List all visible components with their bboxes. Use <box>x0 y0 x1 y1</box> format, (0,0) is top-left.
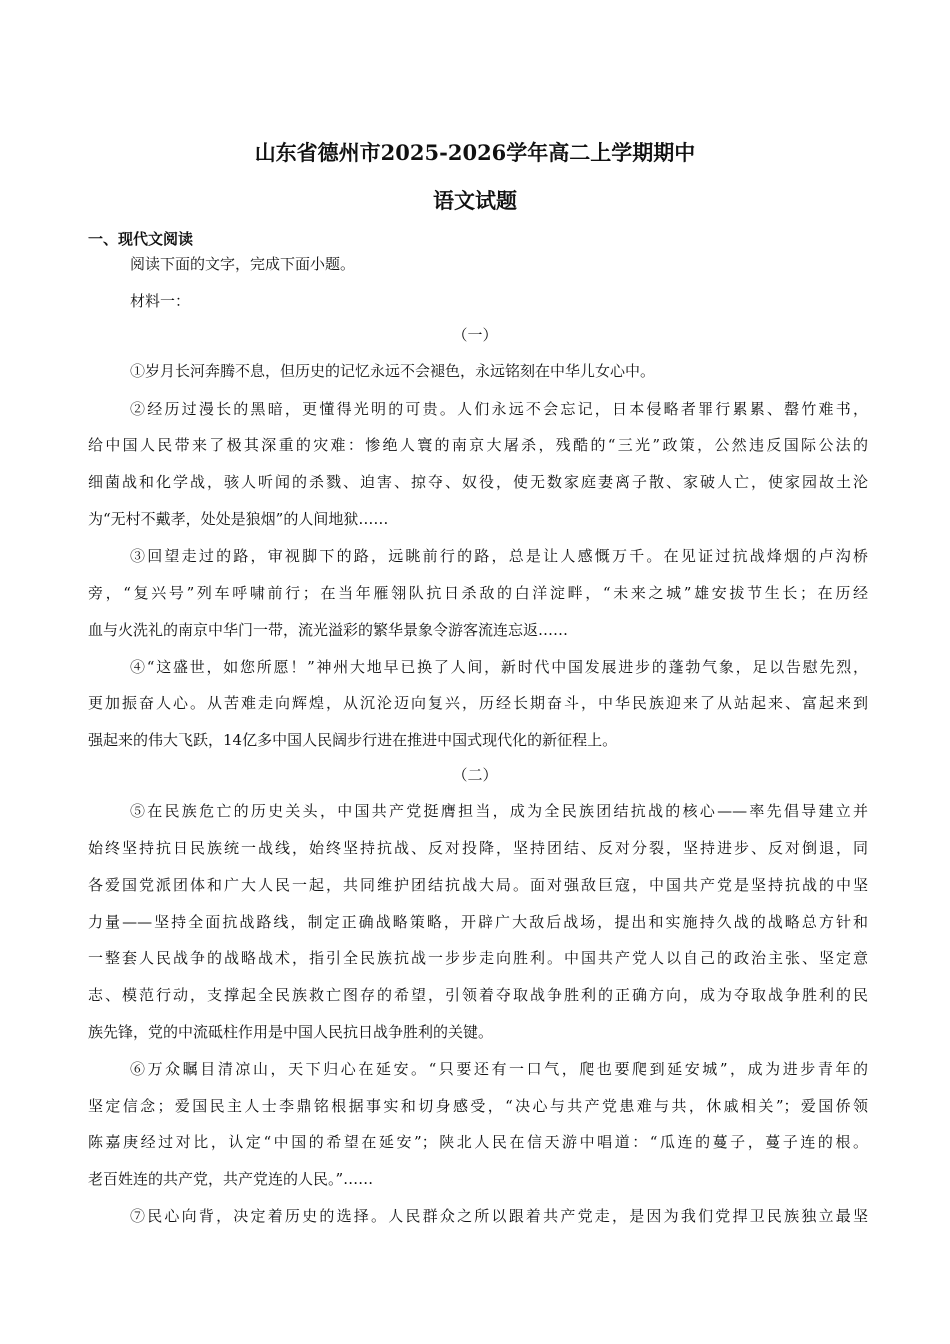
paragraph-line: 各爱国党派团体和广大人民一起，共同维护团结抗战大局。面对强敌巨寇，中国共产党是坚持抗战的中坚 <box>88 876 868 894</box>
paragraph-line: 族先锋，党的中流砥柱作用是中国人民抗日战争胜利的关键。 <box>88 1023 494 1041</box>
part-two-heading: （二） <box>452 766 498 784</box>
instruction-text: 阅读下面的文字，完成下面小题。 <box>130 255 356 273</box>
paragraph-line: 更加振奋人心。从苦难走向辉煌，从沉沦迈向复兴，历经长期奋斗，中华民族迎来了从站起来、富起来到 <box>88 694 868 712</box>
paragraph-line: 血与火洗礼的南京中华门一带，流光溢彩的繁华景象令游客流连忘返…… <box>88 621 569 639</box>
paragraph-line: 旁，“复兴号”列车呼啸前行；在当年雁翎队抗日杀敌的白洋淀畔，“未来之城”雄安拔节生长；在历经 <box>88 584 868 602</box>
paragraph-line: 陈嘉庚经过对比，认定“中国的希望在延安”；陕北人民在信天游中唱道：“瓜连的蔓子，蔓子连的根。 <box>88 1133 868 1151</box>
paragraph-line: ④“这盛世，如您所愿！”神州大地早已换了人间，新时代中国发展进步的蓬勃气象，足以告慰先烈， <box>130 658 868 676</box>
part-one-heading: （一） <box>452 326 498 344</box>
section-heading: 一、现代文阅读 <box>88 230 194 248</box>
paragraph-line: ③回望走过的路，审视脚下的路，远眺前行的路，总是让人感慨万千。在见证过抗战烽烟的卢沟桥 <box>130 547 868 565</box>
paragraph-line: 老百姓连的共产党，共产党连的人民。”…… <box>88 1170 374 1188</box>
paragraph-line: 为“无村不戴孝，处处是狼烟”的人间地狱…… <box>88 510 389 528</box>
paragraph-line: 始终坚持抗日民族统一战线，始终坚持抗战、反对投降，坚持团结、反对分裂，坚持进步、反对倒退，同 <box>88 839 868 857</box>
paragraph-line: 强起来的伟大飞跃，14亿多中国人民阔步行进在推进中国式现代化的新征程上。 <box>88 731 618 749</box>
paragraph-line: ①岁月长河奔腾不息，但历史的记忆永远不会褪色，永远铭刻在中华儿女心中。 <box>130 362 656 380</box>
paragraph-line: ⑤在民族危亡的历史关头，中国共产党挺膺担当，成为全民族团结抗战的核心——率先倡导建立并 <box>130 802 868 820</box>
document-subtitle: 语文试题 <box>433 188 517 213</box>
paragraph-line: ⑦民心向背，决定着历史的选择。人民群众之所以跟着共产党走，是因为我们党捍卫民族独立最坚 <box>130 1207 868 1225</box>
document-title: 山东省德州市2025-2026学年高二上学期期中 <box>254 140 696 165</box>
paragraph-line: 坚定信念；爱国民主人士李鼎铭根据事实和切身感受，“决心与共产党患难与共，休戚相关”；爱国侨领 <box>88 1097 868 1115</box>
paragraph-line: 志、模范行动，支撑起全民族救亡图存的希望，引领着夺取战争胜利的正确方向，成为夺取战争胜利的民 <box>88 986 868 1004</box>
paragraph-line: 给中国人民带来了极其深重的灾难：惨绝人寰的南京大屠杀，残酷的“三光”政策，公然违反国际公法的 <box>88 436 868 454</box>
material-label: 材料一： <box>130 292 191 310</box>
paragraph-line: ②经历过漫长的黑暗，更懂得光明的可贵。人们永远不会忘记，日本侵略者罪行累累、罄竹难书， <box>130 400 868 418</box>
paragraph-line: 细菌战和化学战，骇人听闻的杀戮、迫害、掠夺、奴役，使无数家庭妻离子散、家破人亡，使家园故土沦 <box>88 473 868 491</box>
paragraph-line: ⑥万众瞩目清凉山，天下归心在延安。“只要还有一口气，爬也要爬到延安城”，成为进步青年的 <box>130 1060 868 1078</box>
paragraph-line: 一整套人民战争的战略战术，指引全民族抗战一步步走向胜利。中国共产党人以自己的政治主张、坚定意 <box>88 949 868 967</box>
paragraph-line: 力量——坚持全面抗战路线，制定正确战略策略，开辟广大敌后战场，提出和实施持久战的战略总方针和 <box>88 913 868 931</box>
